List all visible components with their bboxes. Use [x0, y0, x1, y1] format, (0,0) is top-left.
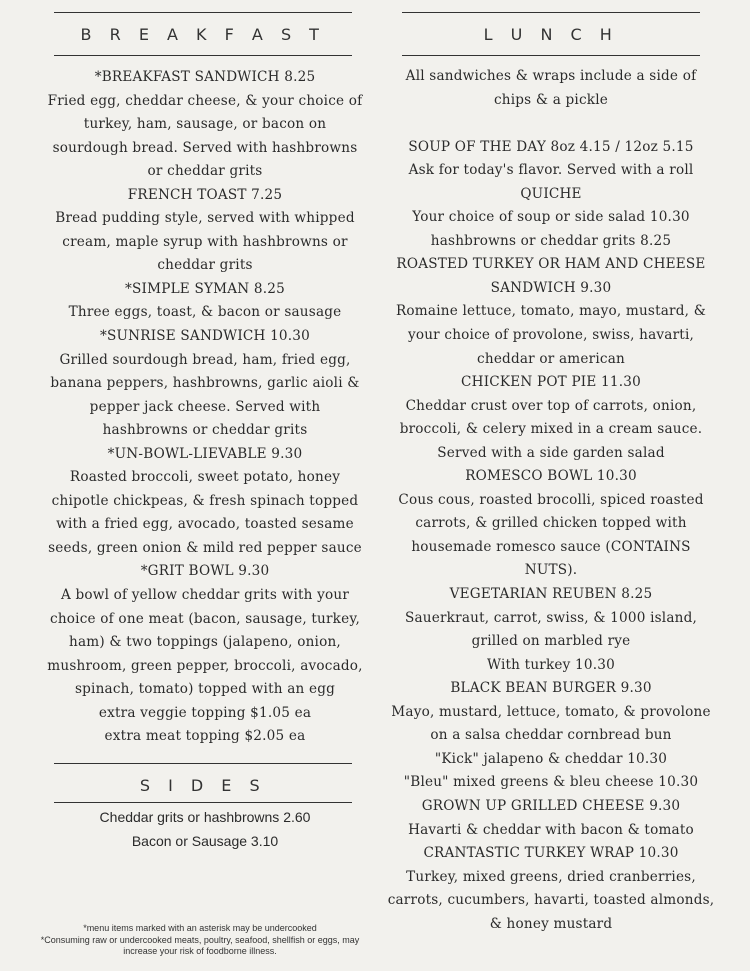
lunch-menu-line: Cheddar crust over top of carrots, onion,: [405, 397, 697, 414]
breakfast-menu-line: chipotle chickpeas, & fresh spinach topped: [51, 492, 359, 509]
breakfast-menu-line: extra veggie topping $1.05 ea: [98, 704, 312, 721]
breakfast-menu-line: choice of one meat (bacon, sausage, turkey,: [50, 610, 360, 627]
lunch-menu-line: ROASTED TURKEY OR HAM AND CHEESE: [396, 256, 706, 273]
disclaimer-line: *Consuming raw or undercooked meats, poultry, seafood, shellfish or eggs, may: [40, 934, 360, 945]
lunch-bottom-rule: [402, 55, 700, 56]
lunch-menu-line: on a salsa cheddar cornbread bun: [430, 727, 672, 744]
lunch-menu-line: Served with a side garden salad: [437, 444, 665, 461]
lunch-menu-line: Turkey, mixed greens, dried cranberries,: [406, 868, 696, 885]
breakfast-top-rule: [54, 12, 352, 13]
lunch-menu-line: NUTS).: [524, 562, 578, 579]
lunch-menu-line: BLACK BEAN BURGER 9.30: [450, 680, 652, 697]
lunch-menu-line: "Bleu" mixed greens & bleu cheese 10.30: [403, 774, 699, 791]
breakfast-menu-line: or cheddar grits: [147, 163, 263, 180]
lunch-menu-line: ROMESCO BOWL 10.30: [465, 468, 637, 485]
lunch-menu-line: All sandwiches & wraps include a side of: [405, 68, 697, 84]
breakfast-menu-line: mushroom, green pepper, broccoli, avocado,: [47, 657, 363, 674]
lunch-menu-line: GROWN UP GRILLED CHEESE 9.30: [421, 797, 681, 814]
lunch-menu-line: Romaine lettuce, tomato, mayo, mustard, &: [395, 303, 707, 320]
lunch-menu-line: SOUP OF THE DAY 8oz 4.15 / 12oz 5.15: [408, 138, 694, 155]
lunch-menu-line: hashbrowns or cheddar grits 8.25: [430, 232, 672, 249]
breakfast-menu-line: Three eggs, toast, & bacon or sausage: [68, 304, 342, 321]
lunch-menu-line: & honey mustard: [489, 915, 613, 932]
lunch-menu-line: carrots, cucumbers, havarti, toasted almonds,: [387, 892, 715, 909]
lunch-menu-line: CRANTASTIC TURKEY WRAP 10.30: [423, 845, 679, 862]
breakfast-menu-line: Bread pudding style, served with whipped: [55, 210, 355, 227]
breakfast-menu-line: cheddar grits: [157, 257, 253, 274]
sides-menu-line: Cheddar grits or hashbrowns 2.60: [99, 809, 311, 825]
lunch-menu-line: housemade romesco sauce (CONTAINS: [411, 538, 691, 555]
lunch-menu-line: Sauerkraut, carrot, swiss, & 1000 island,: [404, 609, 698, 626]
lunch-menu-line: broccoli, & celery mixed in a cream sauce.: [399, 421, 703, 438]
lunch-menu-line: your choice of provolone, swiss, havarti,: [407, 327, 695, 344]
disclaimer-line: increase your risk of foodborne illness.: [123, 946, 277, 956]
lunch-items: [382, 65, 720, 936]
lunch-menu-line: cheddar or american: [477, 350, 625, 367]
breakfast-menu-line: banana peppers, hashbrowns, garlic aioli &: [50, 375, 360, 392]
lunch-menu-line: CHICKEN POT PIE 11.30: [461, 374, 641, 391]
breakfast-menu-line: *BREAKFAST SANDWICH 8.25: [94, 69, 316, 85]
breakfast-menu-line: spinach, tomato) topped with an egg: [74, 681, 336, 698]
lunch-menu-line: VEGETARIAN REUBEN 8.25: [449, 586, 653, 603]
breakfast-menu-line: *UN-BOWL-LIEVABLE 9.30: [107, 445, 303, 462]
sides-title: S I D E S: [139, 776, 267, 795]
breakfast-menu-line: A bowl of yellow cheddar grits with your: [60, 587, 350, 604]
lunch-menu-line: SANDWICH 9.30: [490, 279, 612, 296]
breakfast-menu-line: *SIMPLE SYMAN 8.25: [125, 280, 285, 297]
sides-menu-line: Bacon or Sausage 3.10: [131, 832, 279, 849]
lunch-menu-line: chips & a pickle: [493, 91, 609, 108]
lunch-menu-line: Mayo, mustard, lettuce, tomato, & provolone: [391, 703, 711, 720]
disclaimer-line: *menu items marked with an asterisk may be undercooked: [83, 923, 317, 933]
lunch-title: L U N C H: [483, 25, 619, 44]
lunch-menu-line: grilled on marbled rye: [471, 633, 631, 650]
breakfast-menu-line: with a fried egg, avocado, toasted sesame: [56, 516, 354, 533]
breakfast-menu-line: turkey, ham, sausage, or bacon on: [83, 116, 327, 133]
breakfast-menu-line: extra meat topping $2.05 ea: [104, 728, 306, 745]
lunch-menu-line: With turkey 10.30: [487, 656, 615, 673]
breakfast-menu-line: sourdough bread. Served with hashbrowns: [52, 139, 358, 156]
breakfast-bottom-rule: [54, 55, 352, 56]
breakfast-menu-line: hashbrowns or cheddar grits: [102, 422, 308, 439]
breakfast-menu-line: FRENCH TOAST 7.25: [127, 186, 283, 203]
lunch-column: [382, 0, 720, 971]
breakfast-menu-line: ham) & two toppings (jalapeno, onion,: [69, 634, 341, 651]
lunch-menu-line: Cous cous, roasted brocolli, spiced roasted: [398, 491, 704, 508]
breakfast-menu-line: pepper jack cheese. Served with: [89, 398, 321, 415]
breakfast-menu-line: *SUNRISE SANDWICH 10.30: [100, 328, 310, 345]
sides-bottom-rule: [54, 802, 352, 803]
sides-items: [40, 806, 370, 853]
lunch-top-rule: [402, 12, 700, 13]
breakfast-title: B R E A K F A S T: [80, 25, 326, 44]
breakfast-menu-line: Fried egg, cheddar cheese, & your choice of: [47, 92, 363, 109]
breakfast-items: [40, 66, 370, 749]
breakfast-menu-line: cream, maple syrup with hashbrowns or: [62, 233, 348, 250]
sides-top-rule: [54, 763, 352, 764]
disclaimer-notes: [20, 923, 380, 958]
breakfast-menu-line: seeds, green onion & mild red pepper sauce: [48, 539, 362, 556]
lunch-menu-line: "Kick" jalapeno & cheddar 10.30: [434, 750, 668, 767]
breakfast-column: [40, 0, 370, 971]
lunch-menu-line: Ask for today's flavor. Served with a roll: [408, 162, 694, 179]
breakfast-menu-line: Grilled sourdough bread, ham, fried egg,: [59, 351, 351, 368]
lunch-menu-line: [382, 112, 720, 136]
lunch-menu-line: Havarti & cheddar with bacon & tomato: [408, 821, 694, 838]
lunch-menu-line: QUICHE: [520, 185, 582, 202]
lunch-menu-line: Your choice of soup or side salad 10.30: [412, 209, 690, 226]
breakfast-menu-line: Roasted broccoli, sweet potato, honey: [69, 469, 341, 486]
lunch-menu-line: carrots, & grilled chicken topped with: [415, 515, 687, 532]
breakfast-menu-line: *GRIT BOWL 9.30: [140, 563, 270, 580]
